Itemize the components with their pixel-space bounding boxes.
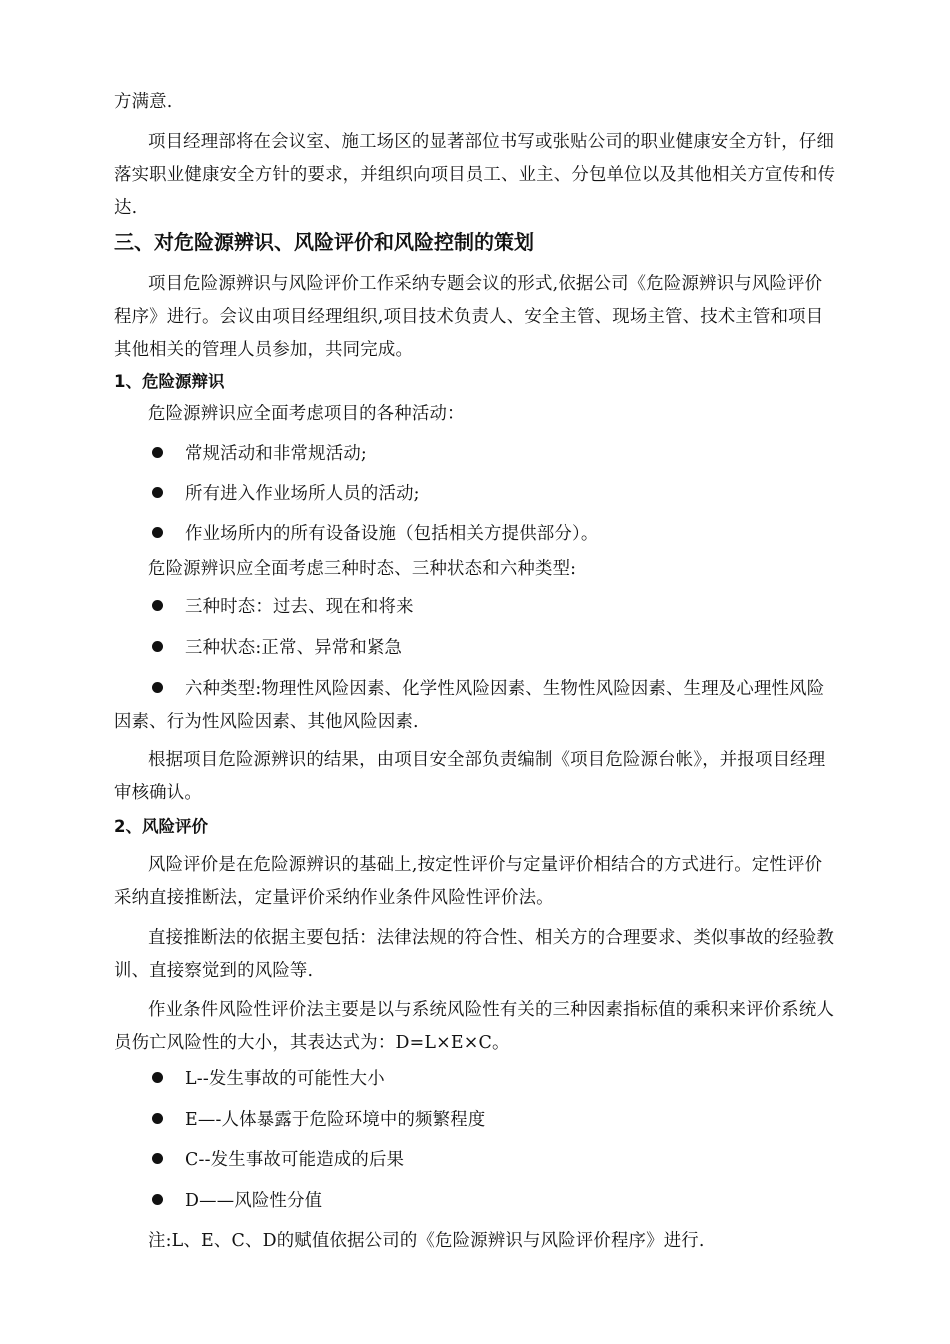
bullet-icon [152, 682, 163, 693]
list-item: L--发生事故的可能性大小 [152, 1063, 836, 1096]
list-item: 所有进入作业场所人员的活动; [152, 478, 836, 511]
para-activities: 危险源辨识应全面考虑项目的各种活动： [148, 404, 465, 424]
para-lec: 作业条件风险性评价法主要是以与系统风险性有关的三种因素指标值的乘积来评价系统人员伤亡风险性的大小，其表达式为：D=L×E×C。 [114, 1000, 835, 1053]
list-item: E—-人体暴露于危险环境中的频繁程度 [152, 1104, 836, 1137]
note: 注:L、E、C、D的赋值依据公司的《危险源辨识与风险评价程序》进行. [148, 1231, 705, 1251]
subsection-title-1: 1、危险源辩识 [114, 372, 225, 391]
bullet-icon [152, 487, 163, 498]
list-item: 常规活动和非常规活动; [152, 438, 836, 471]
para-meeting: 项目危险源辨识与风险评价工作采纳专题会议的形式,依据公司《危险源辨识与风险评价程序》进行。会议由项目经理组织,项目技术负责人、安全主管、现场主管、技术主管和项目其他相关的管理人员参加，共同完成。 [114, 274, 824, 360]
section-title: 三、对危险源辨识、风险评价和风险控制的策划 [114, 230, 534, 254]
bullet-icon [152, 447, 163, 458]
para-states: 危险源辨识应全面考虑三种时态、三种状态和六种类型: [148, 559, 577, 579]
bullet-icon [152, 1153, 163, 1164]
list-item: 三种状态:正常、异常和紧急 [152, 632, 836, 665]
para-policy: 项目经理部将在会议室、施工场区的显著部位书写或张贴公司的职业健康安全方针，仔细落实职业健康安全方针的要求，并组织向项目员工、业主、分包单位以及其他相关方宣传和传达. [114, 132, 836, 218]
bullet-icon [152, 1194, 163, 1205]
list-item: D——风险性分值 [152, 1185, 836, 1218]
list-item: 作业场所内的所有设备设施（包括相关方提供部分）。 [152, 518, 836, 551]
para-ledger: 根据项目危险源辨识的结果，由项目安全部负责编制《项目危险源台帐》，并报项目经理审核确认。 [114, 750, 826, 803]
intro-tail: 方满意. [114, 92, 173, 112]
list-item: C--发生事故可能造成的后果 [152, 1144, 836, 1177]
bullet-icon [152, 527, 163, 538]
para-eval: 风险评价是在危险源辨识的基础上,按定性评价与定量评价相结合的方式进行。定性评价采纳直接推断法，定量评价采纳作业条件风险性评价法。 [114, 855, 823, 908]
bullet-icon [152, 1072, 163, 1083]
bullet-icon [152, 1113, 163, 1124]
list-item: 六种类型:物理性风险因素、化学性风险因素、生物性风险因素、生理及心理性风险因素、行为性风险因素、其他风险因素. [114, 679, 825, 732]
subsection-title-2: 2、风险评价 [114, 817, 208, 836]
bullet-icon [152, 641, 163, 652]
list-item: 三种时态：过去、现在和将来 [152, 591, 836, 624]
para-direct: 直接推断法的依据主要包括：法律法规的符合性、相关方的合理要求、类似事故的经验教训、直接察觉到的风险等. [114, 928, 835, 981]
bullet-icon [152, 600, 163, 611]
